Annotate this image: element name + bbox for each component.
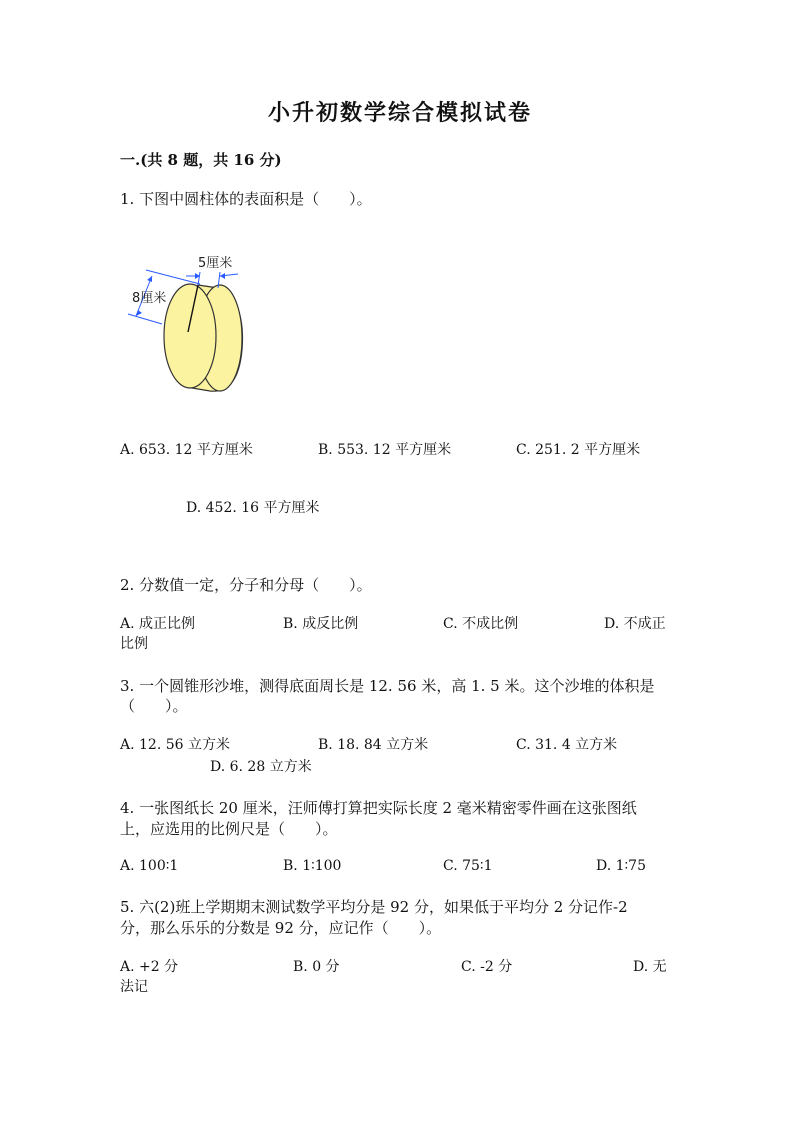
width-label: 5厘米 [198, 256, 233, 271]
width-arrowhead-right [220, 273, 225, 279]
q5-option-c: C. -2 分 [461, 959, 513, 975]
question-5-stem-line2: 分，那么乐乐的分数是 92 分，应记作（ ）。 [120, 919, 442, 937]
q5-option-d: D. 无 [633, 959, 667, 975]
height-extension-top [146, 270, 200, 284]
q5-option-b: B. 0 分 [293, 959, 340, 975]
q1-option-c: C. 251. 2 平方厘米 [516, 442, 641, 458]
q4-option-a: A. 100∶1 [120, 858, 179, 874]
q2-option-d-continued: 比例 [120, 636, 148, 652]
question-4-stem-line1: 4. 一张图纸长 20 厘米，汪师傅打算把实际长度 2 毫米精密零件画在这张图纸 [120, 799, 637, 817]
question-2-stem: 2. 分数值一定，分子和分母（ ）。 [120, 576, 372, 594]
q4-option-d: D. 1∶75 [596, 858, 646, 874]
height-label: 8厘米 [132, 291, 167, 306]
q2-option-b: B. 成反比例 [283, 616, 359, 632]
q1-option-a: A. 653. 12 平方厘米 [120, 442, 253, 458]
cylinder-figure [120, 248, 260, 398]
q3-option-b: B. 18. 84 立方米 [318, 737, 429, 753]
q2-option-c: C. 不成比例 [443, 616, 519, 632]
q4-option-b: B. 1∶100 [283, 858, 342, 874]
q3-option-d: D. 6. 28 立方米 [210, 759, 312, 775]
question-3-stem-line1: 3. 一个圆锥形沙堆，测得底面周长是 12. 56 米，高 1. 5 米。这个沙堆的体积是 [120, 677, 655, 695]
question-1-stem: 1. 下图中圆柱体的表面积是（ ）。 [120, 190, 372, 208]
section-header: 一.(共 8 题，共 16 分) [120, 151, 282, 169]
q1-option-b: B. 553. 12 平方厘米 [318, 442, 452, 458]
q2-option-d: D. 不成正 [604, 616, 666, 632]
q4-option-c: C. 75∶1 [443, 858, 493, 874]
height-extension-bottom [128, 314, 162, 324]
question-5-stem-line1: 5. 六(2)班上学期期末测试数学平均分是 92 分，如果低于平均分 2 分记作-2 [120, 898, 628, 916]
cylinder-diagram [120, 248, 260, 398]
q3-option-c: C. 31. 4 立方米 [516, 737, 618, 753]
page-title: 小升初数学综合模拟试卷 [267, 100, 532, 126]
cylinder-front-face [164, 284, 216, 388]
q5-option-a: A. +2 分 [120, 959, 179, 975]
question-4-stem-line2: 上，应选用的比例尺是（ ）。 [120, 820, 338, 838]
q5-option-d-continued: 法记 [120, 979, 148, 995]
q3-option-a: A. 12. 56 立方米 [120, 737, 230, 753]
q1-option-d: D. 452. 16 平方厘米 [186, 500, 320, 516]
q2-option-a: A. 成正比例 [120, 616, 196, 632]
question-3-stem-line2: （ ）。 [120, 697, 188, 715]
